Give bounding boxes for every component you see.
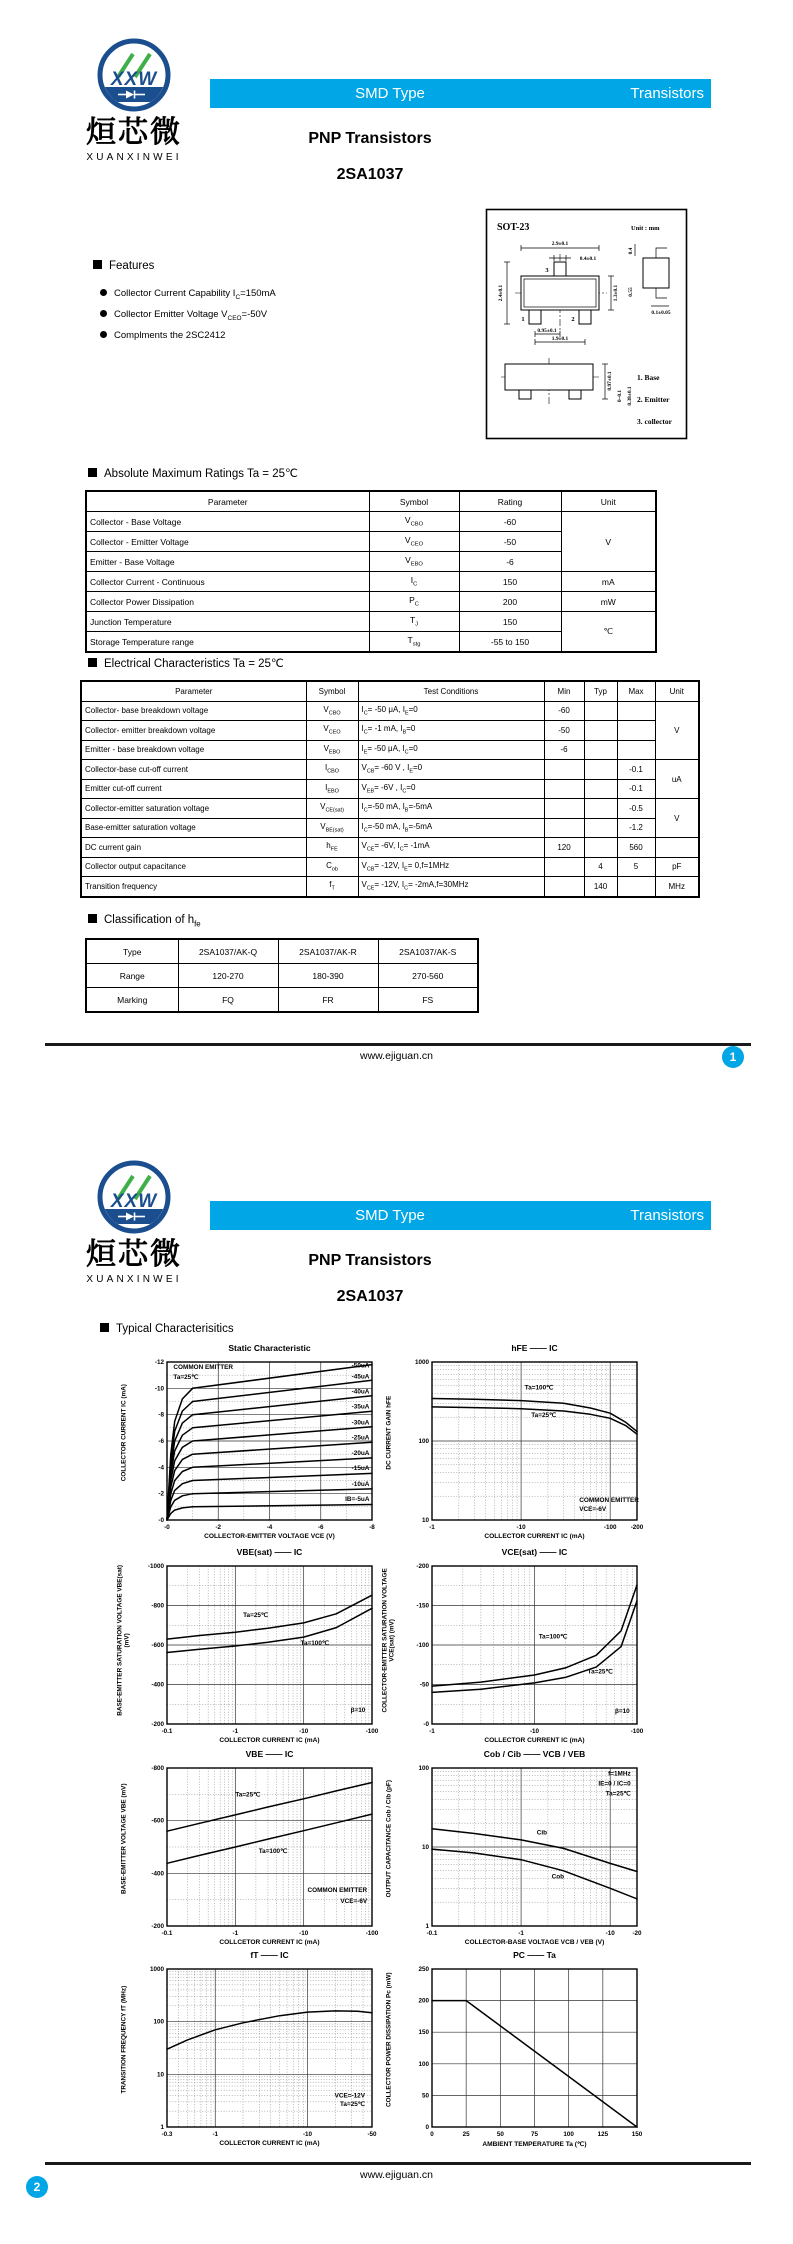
classification-heading: Classification of $h_{fe}$ <box>88 914 201 928</box>
svg-text:VCE=-6V: VCE=-6V <box>340 1897 368 1905</box>
dot-bullet-icon <box>100 289 107 296</box>
square-bullet-icon <box>88 468 97 477</box>
square-bullet-icon <box>93 260 102 269</box>
svg-text:-600: -600 <box>151 1642 164 1649</box>
svg-text:IE=0 / IC=0: IE=0 / IC=0 <box>598 1780 631 1788</box>
svg-text:-200: -200 <box>151 1923 164 1930</box>
chart-x-axis-label: COLLECTOR-BASE VOLTAGE VCB / VEB (V) <box>464 1939 605 1946</box>
svg-text:β=10: β=10 <box>350 1706 366 1714</box>
svg-text:-100: -100 <box>603 1524 617 1531</box>
svg-text:-0.1: -0.1 <box>161 1728 173 1735</box>
svg-text:-2: -2 <box>215 1524 222 1531</box>
chart-x-axis-label: COLLECTOR CURRENT IC (mA) <box>219 1737 320 1744</box>
chart-series-Cib <box>432 1829 637 1872</box>
svg-text:-0: -0 <box>158 1517 164 1524</box>
svg-text:-45uA: -45uA <box>351 1373 370 1381</box>
feature-item: Collector Current Capability $I_C=150mA$ <box>100 283 276 304</box>
svg-text:-10: -10 <box>299 1930 309 1937</box>
svg-text:3: 3 <box>545 267 549 274</box>
svg-text:Ta=25℃: Ta=25℃ <box>531 1412 557 1420</box>
footer-url[interactable]: www.ejiguan.cn <box>360 1050 433 1062</box>
chart-x-axis-label: COLLECTOR-EMITTER VOLTAGE VCE (V) <box>204 1533 335 1540</box>
svg-text:75: 75 <box>530 2131 539 2138</box>
svg-text:COMMON EMITTER: COMMON EMITTER <box>579 1496 639 1504</box>
square-bullet-icon <box>88 914 97 923</box>
svg-text:-200: -200 <box>151 1721 164 1728</box>
svg-text:-0: -0 <box>423 1721 429 1728</box>
chart-cob-cib-vs-vcb <box>360 1749 660 1954</box>
svg-text:-20: -20 <box>632 1930 642 1937</box>
svg-text:10: 10 <box>421 1517 429 1524</box>
svg-text:-15uA: -15uA <box>351 1464 370 1472</box>
package-name: SOT-23 <box>497 222 530 233</box>
chart-x-axis-label: COLLECTOR CURRENT IC (mA) <box>484 1533 585 1540</box>
chart-x-axis-label: COLLCETOR CURRENT IC (mA) <box>219 1939 320 1946</box>
svg-text:-800: -800 <box>151 1602 164 1610</box>
svg-text:-0.3: -0.3 <box>161 2131 173 2138</box>
svg-text:-4: -4 <box>266 1524 273 1531</box>
svg-text:-20uA: -20uA <box>351 1449 370 1457</box>
chart-title: Static Characteristic <box>228 1343 311 1353</box>
svg-text:-30uA: -30uA <box>351 1419 370 1427</box>
svg-text:-10: -10 <box>529 1728 540 1735</box>
svg-text:-150: -150 <box>416 1602 429 1610</box>
svg-text:150: 150 <box>631 2131 643 2138</box>
svg-text:Cib: Cib <box>536 1829 548 1837</box>
svg-text:-8: -8 <box>158 1411 164 1419</box>
feature-item: Collector Emitter Voltage $V_{CEO}=-50V$ <box>100 304 276 325</box>
svg-text:0.97±0.1: 0.97±0.1 <box>607 371 613 391</box>
footer-divider <box>45 1043 751 1046</box>
svg-text:-2: -2 <box>158 1490 164 1498</box>
svg-text:Ta=100℃: Ta=100℃ <box>258 1847 288 1855</box>
features-heading: Features <box>93 260 154 272</box>
chart-title: Cob / Cib —— VCB / VEB <box>483 1749 586 1759</box>
chart-y-axis-label: DC CURRENT GAIN hFE <box>385 1395 393 1470</box>
svg-text:-10: -10 <box>516 1524 526 1531</box>
part-number: 2SA1037 <box>336 166 404 183</box>
dot-bullet-icon <box>100 331 107 338</box>
svg-text:-100: -100 <box>416 1642 429 1649</box>
svg-text:-0.1: -0.1 <box>426 1930 438 1937</box>
svg-text:-1: -1 <box>429 1524 435 1531</box>
chart-ft-vs-ic <box>95 1950 395 2155</box>
svg-text:10: 10 <box>421 1844 429 1851</box>
header-bar-category: Transistors <box>630 1207 704 1224</box>
dot-bullet-icon <box>100 310 107 317</box>
svg-text:0~0.1: 0~0.1 <box>617 389 623 403</box>
svg-text:-800: -800 <box>151 1765 164 1772</box>
svg-text:β=10: β=10 <box>615 1707 630 1715</box>
brand-logo-icon <box>88 1158 180 1236</box>
chart-y-axis-label: TRANSITION FREQUENCY fT (MHz) <box>120 1985 128 2094</box>
svg-text:-0: -0 <box>164 1524 170 1531</box>
brand-logo-icon <box>88 36 180 114</box>
svg-text:-50uA: -50uA <box>351 1362 370 1370</box>
package-front-view <box>501 358 633 406</box>
svg-text:Ta=25℃: Ta=25℃ <box>587 1668 613 1676</box>
chart-vbe-sat-vs-ic <box>95 1547 395 1752</box>
package-pin-legend <box>637 373 673 426</box>
svg-text:-10: -10 <box>299 1728 309 1735</box>
svg-text:Ta=100℃: Ta=100℃ <box>524 1384 554 1392</box>
amr-heading: Absolute Maximum Ratings Ta = 25℃ <box>88 466 298 480</box>
svg-text:-100: -100 <box>630 1728 644 1735</box>
typical-characteristics-heading: Typical Characterisitics <box>100 1323 234 1335</box>
svg-text:0: 0 <box>430 2131 434 2138</box>
header-bar-category: Transistors <box>630 85 704 102</box>
page-2 <box>0 1122 793 2244</box>
svg-text:3. collector: 3. collector <box>637 417 672 426</box>
svg-text:Ta=100℃: Ta=100℃ <box>538 1633 568 1641</box>
chart-plot-area <box>360 1356 660 1536</box>
chart-series-Ta=100℃ <box>167 1608 372 1652</box>
svg-text:1. Base: 1. Base <box>637 373 660 382</box>
svg-text:f=1MHz: f=1MHz <box>608 1770 631 1778</box>
header-bar <box>210 1201 711 1230</box>
chart-y-axis-label: OUTPUT CAPACITANCE Cob / Cib (pF) <box>385 1780 393 1898</box>
chart-title: hFE —— IC <box>511 1343 558 1353</box>
svg-text:-50: -50 <box>419 1681 429 1689</box>
package-top-view <box>498 241 619 345</box>
brand-name-en: XUANXINWEI <box>86 151 182 163</box>
chart-x-axis-label: AMBIENT TEMPERATURE Ta (℃) <box>482 2141 587 2148</box>
svg-text:10: 10 <box>156 2071 164 2079</box>
svg-text:-1: -1 <box>232 1728 239 1735</box>
package-outline-drawing <box>485 208 688 440</box>
svg-text:-12: -12 <box>154 1359 164 1366</box>
chart-y-axis-label: COLLECTOR CURRENT IC (mA) <box>120 1384 128 1482</box>
svg-text:2.4±0.1: 2.4±0.1 <box>498 284 504 302</box>
svg-text:-400: -400 <box>151 1681 164 1689</box>
header-bar-type: SMD Type <box>355 1207 425 1224</box>
svg-text:-10: -10 <box>605 1930 615 1937</box>
chart-series-Ta=25℃ <box>167 1783 372 1832</box>
svg-text:0: 0 <box>425 2124 429 2131</box>
svg-text:200: 200 <box>418 1997 429 2005</box>
square-bullet-icon <box>100 1323 109 1332</box>
part-number: 2SA1037 <box>336 1288 404 1305</box>
svg-text:2: 2 <box>571 316 575 323</box>
svg-text:0.4±0.1: 0.4±0.1 <box>579 256 597 262</box>
svg-text:Ta=25℃: Ta=25℃ <box>339 2101 366 2109</box>
chart-hfe-vs-ic <box>360 1343 660 1548</box>
svg-text:1000: 1000 <box>149 1966 164 1973</box>
svg-text:IB=-5uA: IB=-5uA <box>345 1495 370 1503</box>
logo-text: XXW <box>110 1191 158 1212</box>
logo-text: XXW <box>110 69 158 90</box>
doc-title: PNP Transistors <box>308 130 432 147</box>
chart-series-Ta=25℃ <box>167 1595 372 1639</box>
svg-text:50: 50 <box>496 2131 504 2138</box>
svg-text:-200: -200 <box>630 1524 644 1531</box>
page-number-badge: 2 <box>26 2176 48 2198</box>
absolute-maximum-ratings-table: Parameter Symbol Rating Unit Collector - Base Voltage $V_{CBO}$ -60 V Collector - Emitter Voltage $V_{CEO}$ -50 Emitter - Base Voltage $V_{EBO}$ -6 Collector Current - Continuous $I_C$ 150 mA Collector Power Dissipation $P_C$ 200 mW Junction Temperature $T_J$ 150 ℃ Storage Temperature range $T_{stg}$ -55 to 150 <box>85 490 657 653</box>
chart-plot-area <box>95 1560 395 1740</box>
svg-text:-35uA: -35uA <box>351 1403 370 1411</box>
svg-text:-400: -400 <box>151 1870 164 1878</box>
svg-text:100: 100 <box>153 2018 164 2026</box>
svg-text:Cob: Cob <box>551 1873 565 1881</box>
svg-text:0.1±0.05: 0.1±0.05 <box>651 310 671 316</box>
svg-text:0.38±0.1: 0.38±0.1 <box>627 386 633 406</box>
electrical-characteristics-table: Parameter Symbol Test Conditions Min Typ Max Unit Collector- base breakdown voltage $V_{CBO}$ $I_C= -50$ μA, $I_E=0$ -60 V Collector- emitter breakdown voltage $V_{CEO}$ $I_C= -1$ mA, $I_B=0$ -50 Emitter - base breakdown voltage $V_{EBO}$ $I_E= -50$ μA, $I_C=0$ -6 Collector-base cut-off current $I_{CBO}$ $V_{CB}= -60$ V , $I_E=0$ -0.1 uA Emitter cut-off current $I_{EBO}$ $V_{EB}= -6V$ , $I_C=0$ -0.1 Collector-emitter saturation voltage $V_{CE(sat)}$ $I_C=-50$ mA, $I_B=-5mA$ -0.5 V Base-emitter saturation voltage $V_{BE(sat)}$ $I_C=-50$ mA, $I_B=-5mA$ -1.2 DC current gain $h_{FE}$ $V_{CE}= -6V$, $I_C= -1mA$ 120 560 Collector output capacitance $C_{ob}$ $V_{CB}= -12V$, $I_E= 0,f=1MHz$ 4 5 pF Transition frequency $f_T$ $V_{CE}= -12V$, $I_C= -2mA,f=30MHz$ 140 MHz <box>80 680 700 898</box>
chart-plot-area <box>95 1963 395 2143</box>
svg-text:1: 1 <box>160 2124 164 2131</box>
ec-heading: Electrical Characteristics Ta = 25℃ <box>88 656 284 670</box>
svg-text:-1000: -1000 <box>147 1563 164 1570</box>
chart-plot-area <box>360 1762 660 1942</box>
svg-text:1: 1 <box>521 316 525 323</box>
doc-title: PNP Transistors <box>308 1252 432 1269</box>
chart-y-axis-label: COLLECTOR-EMITTER SATURATION VOLTAGE VCE(sat) (mV) <box>381 1568 396 1713</box>
chart-vce-sat-vs-ic <box>360 1547 660 1752</box>
svg-text:100: 100 <box>418 1438 429 1445</box>
svg-text:0.55: 0.55 <box>628 287 634 297</box>
svg-text:VCE=-12V: VCE=-12V <box>334 2092 366 2100</box>
chart-title: fT —— IC <box>250 1950 289 1960</box>
svg-text:-200: -200 <box>416 1563 429 1570</box>
svg-text:-4: -4 <box>158 1464 164 1472</box>
features-list <box>100 283 276 346</box>
svg-text:250: 250 <box>418 1966 429 1973</box>
chart-plot-area <box>95 1762 395 1942</box>
svg-text:-100: -100 <box>365 1930 379 1937</box>
svg-text:100: 100 <box>418 2060 429 2068</box>
svg-text:50: 50 <box>421 2092 429 2100</box>
chart-x-axis-label: COLLECTOR CURRENT IC (mA) <box>484 1737 585 1744</box>
footer-url[interactable]: www.ejiguan.cn <box>360 2169 433 2181</box>
chart-series-fT <box>167 2011 372 2049</box>
chart-plot-area <box>360 1963 660 2143</box>
svg-text:125: 125 <box>597 2131 609 2138</box>
chart-pc-vs-ta <box>360 1950 660 2155</box>
chart-title: PC —— Ta <box>513 1950 556 1960</box>
svg-text:-10: -10 <box>154 1385 164 1393</box>
svg-text:-1: -1 <box>518 1930 524 1937</box>
package-side-view <box>628 244 671 316</box>
square-bullet-icon <box>88 658 97 667</box>
svg-text:0.4: 0.4 <box>628 247 634 255</box>
svg-text:1000: 1000 <box>414 1359 429 1366</box>
chart-plot-area <box>95 1356 395 1536</box>
brand-name-cn: 烜芯微 <box>86 116 182 149</box>
brand-name-cn: 烜芯微 <box>86 1238 182 1271</box>
feature-item: Complments the 2SC2412 <box>100 325 276 346</box>
svg-text:-1: -1 <box>232 1930 239 1937</box>
svg-text:2. Emitter: 2. Emitter <box>637 395 670 404</box>
header-bar <box>210 79 711 108</box>
chart-x-axis-label: COLLECTOR CURRENT IC (mA) <box>219 2140 320 2147</box>
svg-text:-6: -6 <box>317 1524 324 1531</box>
svg-text:1.3±0.1: 1.3±0.1 <box>613 284 619 302</box>
svg-text:-1: -1 <box>212 2131 219 2138</box>
svg-text:150: 150 <box>418 2029 429 2037</box>
chart-y-axis-label: BASE-EMITTER VOLTAGE VBE (mV) <box>120 1783 128 1894</box>
svg-text:Ta=25℃: Ta=25℃ <box>605 1790 631 1798</box>
svg-text:-40uA: -40uA <box>351 1388 370 1396</box>
footer-divider <box>45 2162 751 2165</box>
page-number-badge: 1 <box>722 1046 744 1068</box>
svg-text:Ta=25℃: Ta=25℃ <box>173 1374 199 1382</box>
svg-text:-10: -10 <box>302 2131 313 2138</box>
svg-text:-50: -50 <box>367 2131 377 2138</box>
svg-text:-100: -100 <box>365 1728 379 1735</box>
chart-series-Ta=100℃ <box>167 1814 372 1863</box>
chart-static-characteristic <box>95 1343 395 1548</box>
svg-text:-0.1: -0.1 <box>161 1930 173 1937</box>
chart-title: VCE(sat) —— IC <box>501 1547 568 1557</box>
svg-text:-1: -1 <box>429 1728 435 1735</box>
svg-text:1: 1 <box>425 1923 429 1930</box>
svg-text:-6: -6 <box>158 1438 164 1445</box>
chart-title: VBE(sat) —— IC <box>236 1547 303 1557</box>
chart-y-axis-label: COLLECTOR POWER DISSIPATION Pc (mW) <box>385 1972 393 2107</box>
svg-text:Ta=25℃: Ta=25℃ <box>243 1611 269 1619</box>
svg-text:VCE=-6V: VCE=-6V <box>579 1505 607 1513</box>
svg-text:-25uA: -25uA <box>351 1434 370 1442</box>
hfe-classification-table: Type 2SA1037/AK-Q 2SA1037/AK-R 2SA1037/AK-S Range 120-270 180-390 270-560 Marking FQ FR FS <box>85 938 479 1013</box>
svg-text:COMMON EMITTER: COMMON EMITTER <box>307 1886 368 1894</box>
chart-plot-area <box>360 1560 660 1740</box>
svg-text:-10uA: -10uA <box>351 1480 370 1488</box>
svg-text:100: 100 <box>563 2131 574 2138</box>
svg-text:25: 25 <box>462 2131 470 2138</box>
svg-text:-8: -8 <box>369 1524 375 1531</box>
chart-vbe-vs-ic <box>95 1749 395 1954</box>
package-unit: Unit : mm <box>631 225 660 232</box>
svg-text:Ta=100℃: Ta=100℃ <box>300 1640 330 1647</box>
svg-text:100: 100 <box>418 1765 429 1772</box>
chart-title: VBE —— IC <box>245 1749 294 1759</box>
brand-name-en: XUANXINWEI <box>86 1273 182 1285</box>
header-bar-type: SMD Type <box>355 85 425 102</box>
svg-text:COMMON EMITTER: COMMON EMITTER <box>173 1364 234 1372</box>
chart-y-axis-label: BASE-EMITTER SATURATION VOLTAGE VBE(sat) (mV) <box>116 1564 131 1716</box>
svg-text:0.95±0.1: 0.95±0.1 <box>537 328 557 334</box>
svg-text:Ta=25℃: Ta=25℃ <box>235 1791 261 1799</box>
svg-text:-600: -600 <box>151 1817 164 1825</box>
svg-text:1.9±0.1: 1.9±0.1 <box>551 336 569 342</box>
svg-text:2.9±0.1: 2.9±0.1 <box>551 241 569 247</box>
